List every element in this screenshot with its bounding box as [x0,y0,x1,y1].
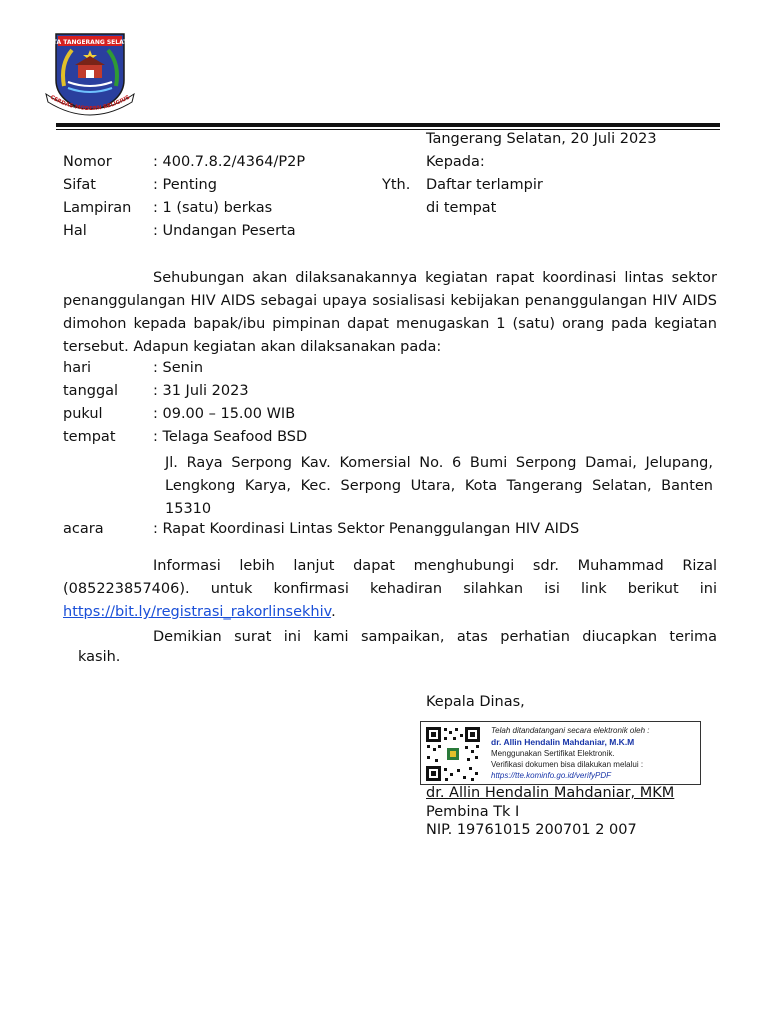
signer-nip: NIP. 19761015 200701 2 007 [426,822,637,838]
esign-line-4: Verifikasi dokumen bisa dilakukan melalui : [491,760,644,769]
registration-link[interactable]: https://bit.ly/registrasi_rakorlinsekhiv [63,604,332,620]
pukul-label: pukul [63,406,103,422]
tempat-value: : Telaga Seafood BSD [153,429,308,445]
header-rule [56,123,720,127]
sifat-label: Sifat [63,177,96,193]
recipient-line-1: Daftar terlampir [426,177,543,193]
closing-paragraph: Demikian surat ini kami sampaikan, atas perhatian diucapkan terima [153,629,717,645]
info-paragraph [63,555,717,624]
tanggal-label: tanggal [63,383,119,399]
info-end: . [331,604,336,620]
hal-value: : Undangan Peserta [153,223,296,239]
esign-signer-name: dr. Allin Hendalin Mahdaniar, M.K.M [491,737,635,747]
closing-paragraph-end: kasih. [78,649,121,665]
intro-paragraph: Sehubungan akan dilaksanakannya kegiatan rapat koordinasi lintas sektor penanggulangan HIV AIDS sebagai upaya sosialisasi kebijakan penanggulangan HIV AIDS dimohon kepada bapak/ibu pimpinan dapat menugaskan 1 (satu) orang pada kegiatan tersebut. Adapun kegiatan akan dilaksanakan pada: [63,270,717,355]
qr-code-icon [425,726,481,782]
signature-title: Kepala Dinas, [426,694,525,710]
info-text: Informasi lebih lanjut dapat menghubungi sdr. Muhammad Rizal (085223857406). untuk konfirmasi kehadiran silahkan isi link berikut ini [63,558,717,597]
tanggal-value: : 31 Juli 2023 [153,383,249,399]
venue-address: Jl. Raya Serpong Kav. Komersial No. 6 Bumi Serpong Damai, Jelupang, Lengkong Karya, Kec. Serpong Utara, Kota Tangerang Selatan, Banten 15310 [165,455,713,517]
signer-name: dr. Allin Hendalin Mahdaniar, MKM [426,785,675,801]
esign-line-3: Menggunakan Sertifikat Elektronik. [491,749,615,758]
acara-label: acara [63,521,104,537]
sifat-value: : Penting [153,177,217,193]
kepada-label: Kepada: [426,154,485,170]
lampiran-value: : 1 (satu) berkas [153,200,273,216]
nomor-label: Nomor [63,154,112,170]
place-date: Tangerang Selatan, 20 Juli 2023 [426,131,657,147]
nomor-value: : 400.7.8.2/4364/P2P [153,154,306,170]
recipient-line-2: di tempat [426,200,497,216]
acara-value: : Rapat Koordinasi Lintas Sektor Penanggulangan HIV AIDS [153,521,580,537]
lampiran-label: Lampiran [63,200,132,216]
esign-line-1: Telah ditandatangani secara elektronik oleh : [491,726,650,735]
svg-text:KOTA TANGERANG SELATAN: KOTA TANGERANG SELATAN [43,39,137,46]
signer-rank: Pembina Tk I [426,804,520,820]
svg-text:CERDAS MODERN RELIGIUS: CERDAS MODERN RELIGIUS [48,94,132,113]
hari-value: : Senin [153,360,204,376]
header-rule-thin [56,129,720,130]
hari-label: hari [63,360,92,376]
electronic-signature-box [420,721,701,785]
city-logo [42,28,138,118]
esign-verify-url: https://tte.kominfo.go.id/verifyPDF [491,771,612,780]
yth-label: Yth. [382,177,411,193]
hal-label: Hal [63,223,87,239]
tempat-label: tempat [63,429,116,445]
pukul-value: : 09.00 – 15.00 WIB [153,406,296,422]
